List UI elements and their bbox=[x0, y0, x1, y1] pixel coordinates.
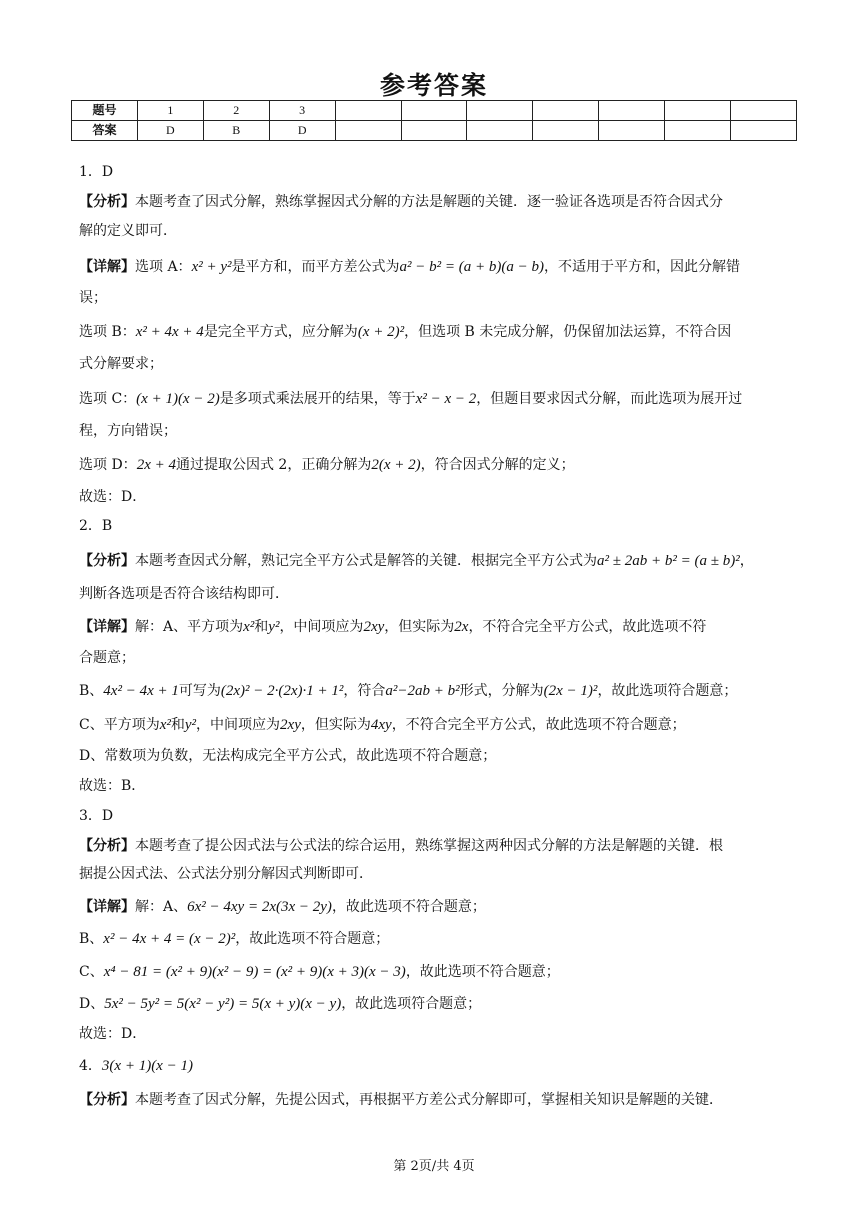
math-expression: x² − x − 2 bbox=[415, 391, 477, 407]
text-line bbox=[79, 776, 145, 796]
table-cell: D bbox=[269, 121, 335, 141]
table-cell bbox=[599, 101, 665, 121]
math-expression: 5x² − 5y² = 5(x² − y²) = 5(x + y)(x − y) bbox=[104, 996, 342, 1012]
text-line bbox=[79, 162, 113, 182]
text-segment: ，故此选项不符合题意； bbox=[405, 964, 560, 980]
table-cell bbox=[731, 101, 797, 121]
math-expression: a²−2ab + b² bbox=[385, 683, 460, 699]
text-segment: 误； bbox=[79, 290, 107, 306]
text-segment: 式分解要求； bbox=[79, 356, 163, 372]
text-segment: 故选：D． bbox=[79, 489, 147, 505]
math-expression: x⁴ − 81 = (x² + 9)(x² − 9) = (x² + 9)(x + 3)(x − 3) bbox=[103, 964, 406, 980]
text-segment: 本题考查了因式分解，熟练掌握因式分解的方法是解题的关键．逐一验证各选项是否符合因式分 bbox=[135, 194, 723, 210]
answer-table bbox=[71, 100, 797, 141]
text-line bbox=[79, 962, 560, 982]
math-expression: x² + 4x + 4 bbox=[135, 324, 204, 340]
text-segment: 判断各选项是否符合该结构即可． bbox=[79, 586, 289, 602]
table-cell bbox=[731, 121, 797, 141]
table-cell bbox=[335, 121, 401, 141]
text-segment: B、 bbox=[79, 683, 104, 699]
text-line bbox=[79, 516, 112, 536]
text-segment: 程，方向错误； bbox=[79, 423, 177, 439]
math-expression: 3(x + 1)(x − 1) bbox=[101, 1058, 193, 1074]
text-segment: ，不适用于平方和，因此分解错 bbox=[543, 259, 740, 275]
section-label: 【分析】 bbox=[79, 553, 135, 569]
text-segment: 选项 A： bbox=[135, 259, 192, 275]
text-segment: ，不符合完全平方公式，故此选项不符 bbox=[468, 619, 707, 635]
text-segment: ，但题目要求因式分解，而此选项为展开过 bbox=[476, 391, 743, 407]
text-segment: 解的定义即可． bbox=[79, 223, 177, 239]
text-segment: ，但实际为 bbox=[300, 717, 371, 733]
math-expression: 2xy bbox=[280, 717, 301, 733]
text-line bbox=[79, 897, 486, 917]
text-segment: 选项 C： bbox=[79, 391, 137, 407]
text-line bbox=[79, 551, 754, 571]
text-segment: ，符合因式分解的定义； bbox=[420, 457, 575, 473]
text-line bbox=[79, 487, 146, 507]
text-line bbox=[79, 806, 113, 826]
text-line bbox=[79, 257, 740, 277]
text-line bbox=[79, 455, 575, 475]
section-label: 【分析】 bbox=[79, 838, 135, 854]
math-expression: y² bbox=[268, 619, 280, 635]
text-line bbox=[79, 1024, 146, 1044]
math-expression: x² bbox=[243, 619, 255, 635]
text-segment: 故选：D． bbox=[79, 1026, 147, 1042]
text-line bbox=[79, 354, 163, 374]
text-segment: D、 bbox=[79, 996, 105, 1012]
table-head-answer: 答案 bbox=[72, 121, 138, 141]
table-cell bbox=[599, 121, 665, 141]
page-title: 参考答案 bbox=[379, 71, 488, 100]
text-line bbox=[79, 322, 731, 342]
text-segment: ，但选项 B 未完成分解，仍保留加法运算，不符合因 bbox=[404, 324, 732, 340]
text-segment: 是平方和，而平方差公式为 bbox=[231, 259, 400, 275]
text-line bbox=[79, 421, 177, 441]
text-segment: 1．D bbox=[79, 164, 114, 180]
table-cell bbox=[665, 101, 731, 121]
text-line bbox=[79, 221, 177, 241]
math-expression: (x + 1)(x − 2) bbox=[136, 391, 220, 407]
table-cell: 1 bbox=[137, 101, 203, 121]
text-line bbox=[79, 389, 742, 409]
text-segment: 合题意； bbox=[79, 650, 135, 666]
table-cell bbox=[401, 101, 467, 121]
text-segment: 本题考查因式分解，熟记完全平方公式是解答的关键．根据完全平方公式为 bbox=[135, 553, 597, 569]
table-row-answers bbox=[72, 121, 797, 141]
section-label: 【详解】 bbox=[79, 259, 135, 275]
text-segment: 3．D bbox=[79, 808, 114, 824]
text-segment: 是多项式乘法展开的结果，等于 bbox=[219, 391, 416, 407]
math-expression: 2x bbox=[454, 619, 469, 635]
text-segment: ，故此选项符合题意； bbox=[341, 996, 482, 1012]
text-segment: ，但实际为 bbox=[384, 619, 455, 635]
text-segment: D、常数项为负数，无法构成完全平方公式，故此选项不符合题意； bbox=[79, 748, 497, 764]
math-expression: a² − b² = (a + b)(a − b) bbox=[399, 259, 544, 275]
math-expression: 2x + 4 bbox=[136, 457, 176, 473]
text-segment: 和 bbox=[170, 717, 185, 733]
math-expression: a² ± 2ab + b² = (a ± b)² bbox=[597, 553, 740, 569]
text-segment: 2．B bbox=[79, 518, 113, 534]
math-expression: (2x − 1)² bbox=[543, 683, 598, 699]
math-expression: 4x² − 4x + 1 bbox=[103, 683, 179, 699]
text-segment: 选项 B： bbox=[79, 324, 136, 340]
math-expression: (x + 2)² bbox=[357, 324, 405, 340]
table-cell bbox=[467, 101, 533, 121]
text-segment: 4． bbox=[79, 1058, 102, 1074]
math-expression: 4xy bbox=[370, 717, 392, 733]
text-segment: ，中间项应为 bbox=[279, 619, 364, 635]
table-cell: B bbox=[203, 121, 269, 141]
section-label: 【分析】 bbox=[79, 1092, 135, 1108]
table-cell bbox=[533, 121, 599, 141]
text-segment: 本题考查了因式分解，先提公因式，再根据平方差公式分解即可，掌握相关知识是解题的关键． bbox=[135, 1092, 723, 1108]
text-segment: 本题考查了提公因式法与公式法的综合运用，熟练掌握这两种因式分解的方法是解题的关键．根 bbox=[135, 838, 723, 854]
table-cell: 2 bbox=[203, 101, 269, 121]
section-label: 【详解】 bbox=[79, 619, 135, 635]
section-label: 【分析】 bbox=[79, 194, 135, 210]
text-segment: 解：A、平方项为 bbox=[135, 619, 244, 635]
text-segment: C、平方项为 bbox=[79, 717, 160, 733]
text-segment: ，不符合完全平方公式，故此选项不符合题意； bbox=[391, 717, 686, 733]
text-segment: C、 bbox=[79, 964, 104, 980]
table-head-number: 题号 bbox=[72, 101, 138, 121]
text-segment: 通过提取公因式 2，正确分解为 bbox=[175, 457, 372, 473]
text-segment: 和 bbox=[254, 619, 269, 635]
text-segment: 是完全平方式，应分解为 bbox=[203, 324, 358, 340]
math-expression: (2x)² − 2·(2x)·1 + 1² bbox=[220, 683, 344, 699]
text-line bbox=[79, 584, 289, 604]
text-line bbox=[79, 288, 107, 308]
page-footer: 第 2页/共 4页 bbox=[393, 1159, 475, 1174]
text-line bbox=[79, 836, 723, 856]
math-expression: 6x² − 4xy = 2x(3x − 2y) bbox=[187, 899, 332, 915]
text-segment: 选项 D： bbox=[79, 457, 137, 473]
text-line bbox=[79, 1056, 193, 1076]
section-label: 【详解】 bbox=[79, 899, 135, 915]
text-line bbox=[79, 617, 706, 637]
text-line bbox=[79, 192, 723, 212]
table-cell bbox=[401, 121, 467, 141]
text-line bbox=[79, 864, 373, 884]
math-expression: 2xy bbox=[363, 619, 385, 635]
text-line bbox=[79, 715, 686, 735]
text-segment: ，故此选项符合题意； bbox=[597, 683, 738, 699]
text-segment: ， bbox=[739, 553, 754, 569]
text-line bbox=[79, 746, 496, 766]
math-expression: 2(x + 2) bbox=[371, 457, 421, 473]
math-expression: x² bbox=[159, 717, 171, 733]
text-line bbox=[79, 994, 481, 1014]
text-segment: ，中间项应为 bbox=[196, 717, 281, 733]
text-segment: ，故此选项不符合题意； bbox=[331, 899, 486, 915]
math-expression: y² bbox=[184, 717, 197, 733]
table-cell bbox=[467, 121, 533, 141]
text-segment: ，故此选项不符合题意； bbox=[235, 931, 390, 947]
text-segment: 故选：B． bbox=[79, 778, 146, 794]
text-segment: 可写为 bbox=[178, 683, 221, 699]
math-expression: x² + y² bbox=[191, 259, 232, 275]
math-expression: x² − 4x + 4 = (x − 2)² bbox=[103, 931, 236, 947]
table-cell bbox=[665, 121, 731, 141]
table-row-numbers bbox=[72, 101, 797, 121]
text-line bbox=[79, 648, 135, 668]
text-segment: B、 bbox=[79, 931, 104, 947]
text-line bbox=[79, 929, 389, 949]
table-cell: D bbox=[137, 121, 203, 141]
text-segment: 据提公因式法、公式法分别分解因式判断即可． bbox=[79, 866, 373, 882]
text-segment: ，符合 bbox=[343, 683, 386, 699]
table-cell bbox=[335, 101, 401, 121]
text-segment: 解：A、 bbox=[135, 899, 188, 915]
text-segment: 形式，分解为 bbox=[459, 683, 544, 699]
text-line bbox=[79, 1090, 723, 1110]
table-cell: 3 bbox=[269, 101, 335, 121]
text-line bbox=[79, 681, 737, 701]
table-cell bbox=[533, 101, 599, 121]
